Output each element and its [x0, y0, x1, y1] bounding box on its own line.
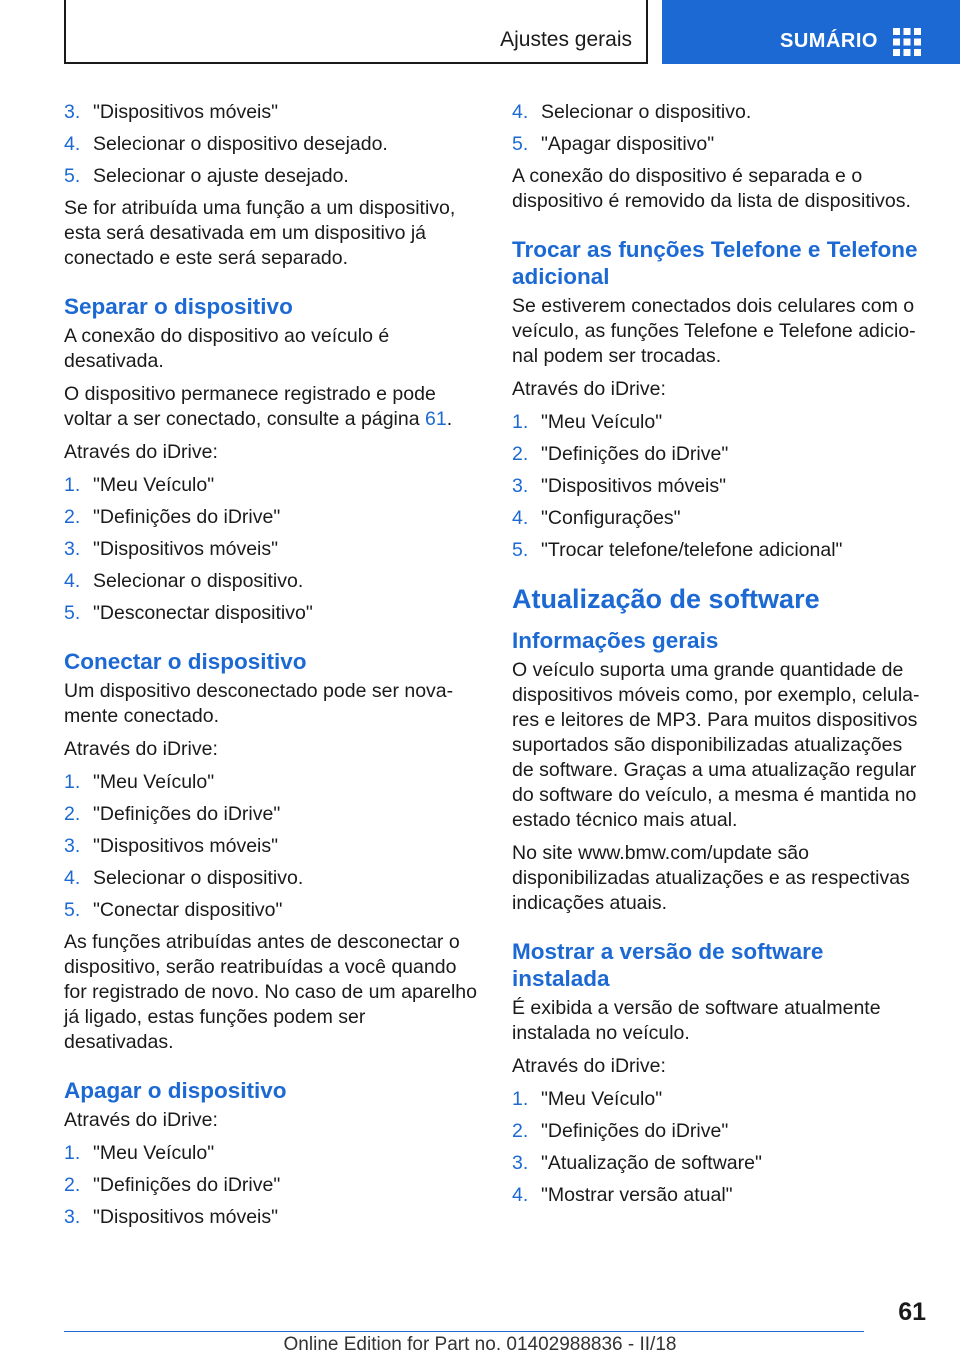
- paragraph: A conexão do dispositivo é separada e o dispositivo é removido da lista de dispositivos.: [512, 165, 911, 212]
- list-item: [512, 1119, 926, 1144]
- list-item: [512, 1183, 926, 1208]
- step-number: 5.: [512, 133, 529, 155]
- step-number: 3.: [64, 538, 81, 560]
- list-item: [64, 164, 480, 189]
- list-item: [64, 866, 480, 891]
- step-text: "Trocar telefone/telefone adicional": [541, 539, 843, 561]
- step-text: "Meu Veículo": [541, 411, 663, 433]
- step-number: 1.: [64, 771, 81, 793]
- step-number: 1.: [512, 411, 529, 433]
- paragraph: Através do iDrive:: [64, 441, 218, 463]
- step-number: 3.: [512, 1152, 529, 1174]
- list-item: [512, 100, 926, 125]
- step-number: 1.: [64, 474, 81, 496]
- footer-divider: [64, 1331, 864, 1332]
- paragraph: Através do iDrive:: [512, 378, 666, 400]
- heading-conectar: Conectar o dispositivo: [64, 649, 307, 674]
- step-number: 5.: [64, 602, 81, 624]
- step-number: 3.: [512, 475, 529, 497]
- left-column: [64, 100, 480, 1237]
- step-text: "Dispositivos móveis": [541, 475, 727, 497]
- paragraph: As funções atribuídas antes de desconectar o dispositivo, serão reatribuídas a você quando for registrado de novo. No caso de um aparelho já ligado, estas funções podem ser desativadas.: [64, 931, 477, 1053]
- list-item: [64, 601, 480, 626]
- step-number: 2.: [64, 1174, 81, 1196]
- list-item: [64, 1205, 480, 1230]
- step-number: 2.: [512, 1120, 529, 1142]
- edition-note: Online Edition for Part no. 01402988836 - II/18: [283, 1334, 677, 1355]
- step-text: "Meu Veículo": [541, 1088, 663, 1110]
- heading-atualizacao: Atualização de software: [512, 584, 820, 614]
- list-item: [64, 1173, 480, 1198]
- step-text: "Apagar dispositivo": [541, 133, 715, 155]
- step-text: Selecionar o ajuste desejado.: [93, 165, 349, 187]
- step-text: "Definições do iDrive": [93, 506, 281, 528]
- step-text: "Definições do iDrive": [93, 803, 281, 825]
- heading-info: Informações gerais: [512, 628, 719, 653]
- step-number: 5.: [512, 539, 529, 561]
- step-text: "Definições do iDrive": [541, 1120, 729, 1142]
- step-text: "Atualização de software": [541, 1152, 762, 1174]
- toc-label: SUMÁRIO: [780, 30, 878, 52]
- list-item: [64, 505, 480, 530]
- step-text: "Conectar dispositivo": [93, 899, 283, 921]
- list-item: [512, 1151, 926, 1176]
- list-item: [512, 132, 926, 157]
- step-number: 4.: [64, 867, 81, 889]
- step-number: 4.: [64, 133, 81, 155]
- list-item: [512, 506, 926, 531]
- paragraph: Através do iDrive:: [64, 738, 218, 760]
- paragraph: A conexão do dispositivo ao veículo é desativada.: [64, 325, 390, 372]
- heading-separar: Separar o dispositivo: [64, 294, 293, 319]
- step-number: 4.: [512, 1184, 529, 1206]
- paragraph: Se for atribuída uma função a um dispositivo, esta será desativada em um dispositivo já conectado e este será separado.: [64, 197, 456, 269]
- list-item: [64, 770, 480, 795]
- paragraph: No site www.bmw.com/update são disponibilizadas atualizações e as respectivas indicações atuais.: [512, 842, 910, 914]
- list-item: [512, 442, 926, 467]
- list-item: [64, 802, 480, 827]
- step-text: "Dispositivos móveis": [93, 101, 279, 123]
- paragraph: É exibida a versão de software atualmente instalada no veículo.: [512, 997, 881, 1044]
- steps-list: [64, 100, 480, 189]
- step-text: "Meu Veículo": [93, 771, 215, 793]
- paragraph: Se estiverem conectados dois celulares com o veículo, as funções Telefone e Telefone adicional podem ser trocadas.: [512, 295, 916, 367]
- step-number: 5.: [64, 165, 81, 187]
- step-text: "Definições do iDrive": [541, 443, 729, 465]
- step-number: 4.: [512, 507, 529, 529]
- paragraph: Através do iDrive:: [64, 1109, 218, 1131]
- text: .: [446, 408, 453, 430]
- step-number: 3.: [64, 101, 81, 123]
- heading-apagar: Apagar o dispositivo: [64, 1078, 287, 1103]
- step-text: Selecionar o dispositivo.: [541, 101, 752, 123]
- list-item: [64, 569, 480, 594]
- step-number: 2.: [64, 506, 81, 528]
- step-number: 2.: [512, 443, 529, 465]
- step-number: 1.: [512, 1088, 529, 1110]
- steps-list: [512, 100, 926, 157]
- paragraph: Através do iDrive:: [512, 1055, 666, 1077]
- step-text: "Configurações": [541, 507, 681, 529]
- list-item: [64, 132, 480, 157]
- step-number: 2.: [64, 803, 81, 825]
- section-header: [64, 0, 648, 64]
- heading-mostrar: Mostrar a versão de software instalada: [512, 939, 824, 991]
- step-text: Selecionar o dispositivo.: [93, 570, 304, 592]
- steps-list: [64, 770, 480, 923]
- step-text: "Meu Veículo": [93, 1142, 215, 1164]
- list-item: [512, 538, 926, 563]
- list-item: [512, 474, 926, 499]
- step-number: 3.: [64, 835, 81, 857]
- steps-list: [512, 1087, 926, 1208]
- paragraph: Um dispositivo desconectado pode ser novamente conectado.: [64, 680, 454, 727]
- step-text: "Desconectar dispositivo": [93, 602, 313, 624]
- step-text: "Dispositivos móveis": [93, 835, 279, 857]
- step-text: "Meu Veículo": [93, 474, 215, 496]
- paragraph: [64, 382, 480, 432]
- step-number: 4.: [512, 101, 529, 123]
- list-item: [64, 100, 480, 125]
- list-item: [64, 898, 480, 923]
- grid-icon: [893, 28, 921, 56]
- steps-list: [64, 473, 480, 626]
- step-number: 5.: [64, 899, 81, 921]
- paragraph: O veículo suporta uma grande quantidade de dispositivos móveis como, por exemplo, celulares e leitores de MP3. Para muitos dispositivos suportados são disponibilizadas atualizações de software. Graças a uma atualização regular do software do veículo, a mesma é mantida no estado técnico mais atual.: [512, 659, 920, 831]
- step-text: Selecionar o dispositivo.: [93, 867, 304, 889]
- step-text: "Definições do iDrive": [93, 1174, 281, 1196]
- page-link[interactable]: 61: [424, 408, 447, 430]
- list-item: [64, 834, 480, 859]
- list-item: [512, 1087, 926, 1112]
- step-text: Selecionar o dispositivo desejado.: [93, 133, 388, 155]
- step-text: "Dispositivos móveis": [93, 1206, 279, 1228]
- steps-list: [512, 410, 926, 563]
- list-item: [64, 1141, 480, 1166]
- steps-list: [64, 1141, 480, 1230]
- step-text: "Mostrar versão atual": [541, 1184, 733, 1206]
- step-text: "Dispositivos móveis": [93, 538, 279, 560]
- toc-button[interactable]: [662, 0, 960, 64]
- heading-trocar: Trocar as funções Telefone e Telefone adicional: [512, 237, 918, 289]
- step-number: 3.: [64, 1206, 81, 1228]
- page-number: 61: [898, 1298, 926, 1326]
- step-number: 4.: [64, 570, 81, 592]
- list-item: [512, 410, 926, 435]
- right-column: [512, 100, 926, 1215]
- list-item: [64, 473, 480, 498]
- step-number: 1.: [64, 1142, 81, 1164]
- text: O dispositivo permanece registrado e pode voltar a ser conectado, consulte a página: [64, 383, 436, 430]
- section-title: Ajustes gerais: [500, 28, 632, 51]
- list-item: [64, 537, 480, 562]
